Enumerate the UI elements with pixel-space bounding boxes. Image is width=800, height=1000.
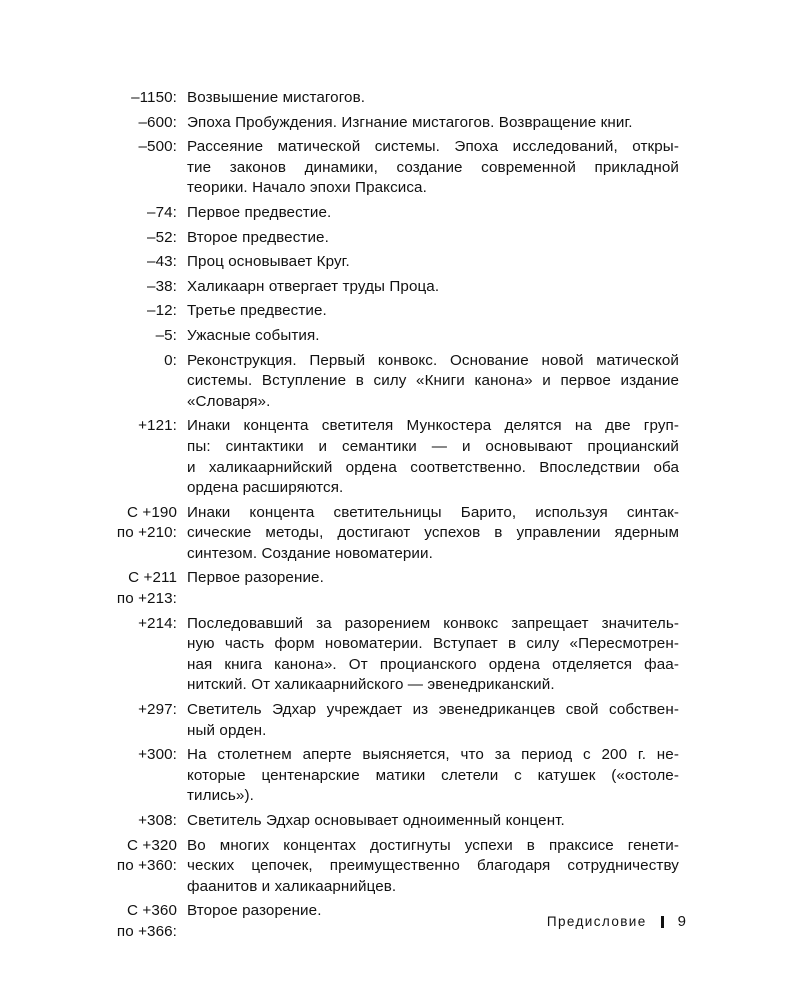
running-footer-section: Предисловие bbox=[546, 914, 647, 929]
entry-date bbox=[100, 228, 177, 249]
entry-date-line: по +360: bbox=[116, 857, 177, 875]
entry-date-line: С +360 bbox=[127, 902, 177, 920]
entry-text-line: тились»). bbox=[187, 787, 254, 805]
entry-date bbox=[100, 568, 177, 609]
entry-text-line: Ужасные события. bbox=[187, 326, 320, 344]
entry-date-line: С +211 bbox=[128, 569, 177, 587]
entry-date-line: 0: bbox=[164, 351, 177, 369]
entry-description bbox=[187, 326, 679, 347]
entry-description bbox=[187, 113, 679, 134]
entry-description bbox=[187, 614, 679, 696]
entry-text-line: Первое предвестие. bbox=[187, 203, 332, 221]
entry-description bbox=[187, 228, 679, 249]
entry-date bbox=[100, 614, 177, 635]
chronology-list bbox=[100, 88, 690, 947]
entry-date-line: –43: bbox=[147, 253, 177, 271]
entry-text-line: «Словаря». bbox=[187, 392, 271, 410]
entry-date-line: –1150: bbox=[131, 89, 177, 106]
entry-text-line: сические методы, достигают успехов в управлении ядерным bbox=[187, 524, 679, 542]
entry-text-line: ордена расширяются. bbox=[187, 479, 344, 497]
entry-date bbox=[100, 836, 177, 877]
entry-text-line: ную часть форм новоматерии. Вступает в силу «Пересмотрен- bbox=[187, 635, 679, 653]
entry-text-line: тие законов динамики, создание современной прикладной bbox=[187, 158, 679, 176]
timeline-entry bbox=[100, 836, 690, 898]
entry-date-line: –600: bbox=[138, 113, 177, 131]
timeline-entry bbox=[100, 203, 690, 224]
entry-description bbox=[187, 811, 679, 832]
entry-text-line: фаанитов и халикаарнийцев. bbox=[187, 877, 397, 895]
entry-date bbox=[100, 137, 177, 158]
entry-text-line: Эпоха Пробуждения. Изгнание мистагогов. Возвращение книг. bbox=[187, 113, 633, 131]
entry-date-line: по +210: bbox=[116, 524, 177, 542]
timeline-entry bbox=[100, 252, 690, 273]
entry-description bbox=[187, 568, 679, 589]
timeline-entry bbox=[100, 614, 690, 696]
entry-date-line: +308: bbox=[138, 812, 177, 829]
entry-text-line: и халикаарнийский ордена соответственно. Впоследствии оба bbox=[187, 458, 679, 476]
timeline-entry bbox=[100, 88, 690, 109]
timeline-entry bbox=[100, 700, 690, 741]
entry-date-line: –12: bbox=[147, 302, 177, 320]
entry-description bbox=[187, 700, 679, 741]
entry-description bbox=[187, 351, 679, 413]
entry-description bbox=[187, 503, 679, 565]
entry-date-line: +297: bbox=[138, 701, 177, 719]
page-number: 9 bbox=[677, 913, 686, 930]
entry-date-line: +214: bbox=[138, 614, 177, 632]
entry-text-line: Инаки концента светителя Мункостера делятся на две груп- bbox=[187, 417, 679, 435]
entry-date bbox=[100, 113, 177, 134]
entry-date-line: +121: bbox=[138, 417, 177, 435]
timeline-entry bbox=[100, 416, 690, 498]
entry-text-line: пы: синтактики и семантики — и основывают процианский bbox=[187, 437, 679, 455]
entry-text-line: Во многих концентах достигнуты успехи в праксисе генети- bbox=[187, 836, 679, 854]
entry-date bbox=[100, 745, 177, 766]
timeline-entry bbox=[100, 503, 690, 565]
entry-date-line: –52: bbox=[147, 228, 177, 246]
entry-date-line: –500: bbox=[138, 138, 177, 156]
entry-text-line: ческих цепочек, преимущественно благодаря сотрудничеству bbox=[187, 857, 679, 875]
entry-text-line: Светитель Эдхар основывает одноименный концент. bbox=[187, 812, 565, 829]
entry-date-line: по +366: bbox=[116, 922, 177, 940]
entry-description bbox=[187, 203, 679, 224]
entry-text-line: Инаки концента светительницы Барито, используя синтак- bbox=[187, 503, 679, 521]
entry-date-line: +300: bbox=[138, 746, 177, 764]
entry-text-line: Последовавший за разорением конвокс запрещает значитель- bbox=[187, 614, 679, 632]
timeline-entry bbox=[100, 811, 690, 832]
entry-text-line: Светитель Эдхар учреждает из эвенедриканцев свой собствен- bbox=[187, 701, 679, 719]
entry-description bbox=[187, 416, 679, 498]
timeline-entry bbox=[100, 745, 690, 807]
timeline-entry bbox=[100, 277, 690, 298]
entry-date bbox=[100, 503, 177, 544]
entry-date-line: по +213: bbox=[116, 590, 177, 608]
entry-text-line: системы. Вступление в силу «Книги канона» и первое издание bbox=[187, 372, 679, 390]
entry-text-line: нитский. От халикаарнийского — эвенедриканский. bbox=[187, 676, 555, 694]
entry-description bbox=[187, 137, 679, 199]
timeline-entry bbox=[100, 113, 690, 134]
entry-text-line: Проц основывает Круг. bbox=[187, 253, 350, 271]
entry-date bbox=[100, 416, 177, 437]
entry-description bbox=[187, 836, 679, 898]
timeline-entry bbox=[100, 301, 690, 322]
entry-date bbox=[100, 277, 177, 298]
entry-description bbox=[187, 301, 679, 322]
timeline-entry bbox=[100, 568, 690, 609]
entry-date bbox=[100, 326, 177, 347]
entry-date bbox=[100, 700, 177, 721]
entry-date bbox=[100, 351, 177, 372]
entry-description bbox=[187, 277, 679, 298]
entry-text-line: теорики. Начало эпохи Праксиса. bbox=[187, 179, 427, 197]
entry-text-line: Халикаарн отвергает труды Проца. bbox=[187, 277, 440, 295]
entry-description bbox=[187, 252, 679, 273]
entry-text-line: ный орден. bbox=[187, 721, 267, 739]
entry-date-line: С +320 bbox=[127, 836, 177, 854]
entry-text-line: Возвышение мистагогов. bbox=[187, 89, 366, 106]
entry-date bbox=[100, 301, 177, 322]
entry-date bbox=[100, 203, 177, 224]
entry-date bbox=[100, 88, 177, 109]
entry-text-line: Третье предвестие. bbox=[187, 302, 327, 320]
entry-date-line: –74: bbox=[147, 203, 177, 221]
entry-text-line: На столетнем аперте выясняется, что за период с 200 г. не- bbox=[187, 746, 679, 764]
timeline-entry bbox=[100, 137, 690, 199]
entry-description bbox=[187, 88, 679, 109]
entry-text-line: Второе предвестие. bbox=[187, 228, 329, 246]
entry-date bbox=[100, 811, 177, 832]
entry-text-line: которые центенарские матики слетели с катушек («остоле- bbox=[187, 766, 679, 784]
entry-date-line: С +190 bbox=[127, 503, 177, 521]
entry-date-line: –38: bbox=[147, 277, 177, 295]
entry-text-line: Рассеяние матической системы. Эпоха исследований, откры- bbox=[187, 138, 679, 156]
entry-text-line: Второе разорение. bbox=[187, 902, 322, 920]
footer-separator bbox=[661, 916, 664, 928]
timeline-entry bbox=[100, 351, 690, 413]
timeline-entry bbox=[100, 228, 690, 249]
entry-text-line: ная книга канона». От процианского ордена отделяется фаа- bbox=[187, 655, 679, 673]
timeline-entry bbox=[100, 326, 690, 347]
entry-description bbox=[187, 745, 679, 807]
entry-date bbox=[100, 252, 177, 273]
page-footer bbox=[0, 912, 686, 932]
entry-text-line: Первое разорение. bbox=[187, 569, 324, 587]
entry-date-line: –5: bbox=[155, 326, 177, 344]
entry-text-line: синтезом. Создание новоматерии. bbox=[187, 544, 433, 562]
entry-text-line: Реконструкция. Первый конвокс. Основание новой матической bbox=[187, 351, 679, 369]
